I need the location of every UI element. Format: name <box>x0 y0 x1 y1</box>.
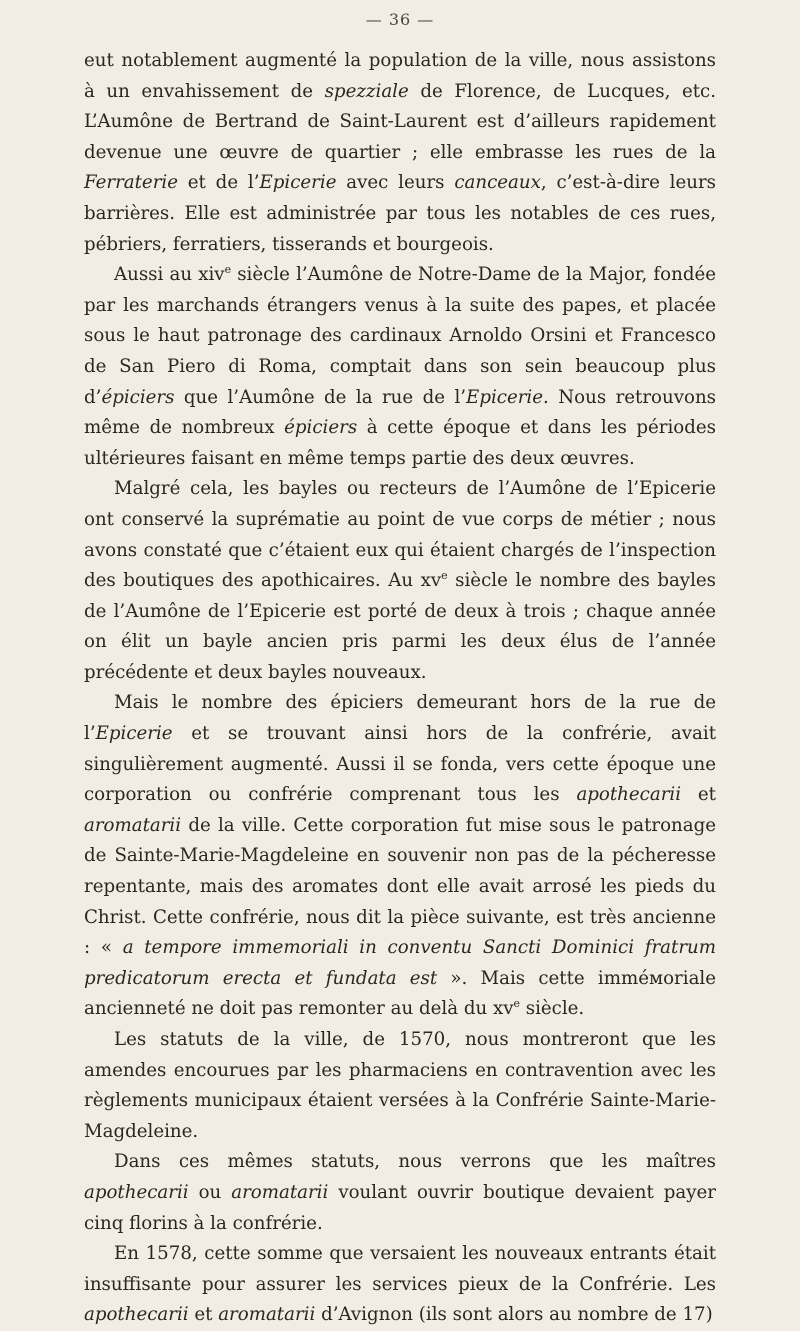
text-run: Mais le nombre des épiciers demeurant hors de la rue de l’ <box>84 692 716 745</box>
italic-text: apothecarii <box>84 1181 189 1203</box>
text-run: d’Avignon (ils sont alors au nombre de 17) <box>315 1304 713 1326</box>
text-run: et de l’ <box>177 172 260 194</box>
text-run: Dans ces mêmes statuts, nous verrons que les maîtres <box>114 1151 716 1173</box>
paragraph-6 <box>84 1147 716 1239</box>
text-run: Les statuts de la ville, de 1570, nous montreront que les amendes encourues par les pharmaciens en contravention avec les règlements municipaux étaient versées à la Confrérie Sainte-Marie-Magdeleine. <box>84 1029 716 1142</box>
text-run: de Florence, de Lucques, etc. L’Aumône de Bertrand de Saint-Laurent est d’ailleurs rapidement devenue une œuvre de quartier ; elle embrasse les rues de la <box>84 80 716 163</box>
page-number: — 36 — <box>365 10 435 29</box>
italic-text: aromatarii <box>231 1181 329 1203</box>
text-run: Aussi au xiv <box>114 264 225 286</box>
body-text <box>84 46 716 1331</box>
text-run: que l’Aumône de la rue de l’ <box>174 386 467 408</box>
text-run: ». Mais cette imméмoriale ancienneté ne doit pas remonter au delà du xv <box>84 967 716 1020</box>
text-run: et se trouvant ainsi hors de la confrérie, avait singulièrement augmenté. Aussi il se fonda, vers cette époque une corporation ou confrérie comprenant tous les <box>84 723 716 806</box>
text-run: siècle le nombre des bayles de l’Aumône de l’Epicerie est porté de deux à trois ; chaque année on élit un bayle ancien pris parmi les deux élus de l’année précédente et deux bayles nouveaux. <box>84 570 716 683</box>
superscript: e <box>441 569 448 583</box>
italic-text: Ferraterie <box>84 172 178 194</box>
text-run: et <box>681 784 716 806</box>
italic-text: Epicerie <box>259 172 337 194</box>
italic-text: spezziale <box>324 80 409 102</box>
text-run: ou <box>188 1181 232 1203</box>
paragraph-5 <box>84 1025 716 1147</box>
superscript: e <box>513 997 520 1011</box>
text-run: siècle. <box>519 998 585 1020</box>
paragraph-2 <box>84 260 716 474</box>
italic-text: aromatarii <box>84 814 182 836</box>
italic-text: Epicerie <box>95 723 173 745</box>
text-run: Malgré cela, les bayles ou recteurs de l’Aumône de l’Epicerie ont conservé la suprématie au point de vue corps de métier ; nous avons constaté que c’étaient eux qui étaient chargés de l’inspection des boutiques des apothicaires. Au xv <box>84 478 716 592</box>
text-run: En 1578, cette somme que versaient les nouveaux entrants était insuffisante pour assurer les services pieux de la Confrérie. Les <box>84 1243 716 1295</box>
text-run: voulant ouvrir boutique devaient payer cinq florins à la confrérie. <box>84 1181 716 1234</box>
italic-text: Epicerie <box>466 386 544 408</box>
text-run: de la ville. Cette corporation fut mise sous le patronage de Sainte-Marie-Magdeleine en souvenir non pas de la pécheresse repentante, mais des aromates dont elle avait arrosé les pieds du Christ. Cette confrérie, nous dit la pièce suivante, est très ancienne : « <box>84 814 716 959</box>
paragraph-4 <box>84 688 716 1025</box>
text-run: et <box>188 1304 219 1326</box>
text-run: à cette époque et dans les périodes ultérieures faisant en même temps partie des deux œuvres. <box>84 417 716 469</box>
italic-text: apothecarii <box>84 1304 189 1326</box>
superscript: e <box>224 263 232 277</box>
italic-text: épiciers <box>101 386 175 408</box>
text-run: . Nous retrouvons même de nombreux <box>84 386 716 439</box>
text-run: avec leurs <box>336 172 455 194</box>
italic-text: a tempore immemoriali in conventu Sancti Dominici fratrum predicatorum erecta et fundata est <box>84 937 716 989</box>
paragraph-3 <box>84 474 716 688</box>
italic-text: apothecarii <box>576 784 682 806</box>
italic-text: canceaux <box>454 172 541 194</box>
italic-text: aromatarii <box>218 1304 316 1326</box>
paragraph-1 <box>84 46 716 260</box>
paragraph-7 <box>84 1239 716 1331</box>
text-run: eut notablement augmenté la population de la ville, nous assistons à un envahissement de <box>84 50 716 102</box>
text-run: siècle l’Aumône de Notre-Dame de la Major, fondée par les marchands étrangers venus à la suite des papes, et placée sous le haut patronage des cardinaux Arnoldo Orsini et Francesco de San Piero di Roma, comptait dans son sein beaucoup plus d’ <box>84 264 716 408</box>
italic-text: épiciers <box>284 417 358 439</box>
text-run: , c’est-à-dire leurs barrières. Elle est administrée par tous les notables de ces rues, pébriers, ferratiers, tisserands et bourgeois. <box>84 172 717 255</box>
